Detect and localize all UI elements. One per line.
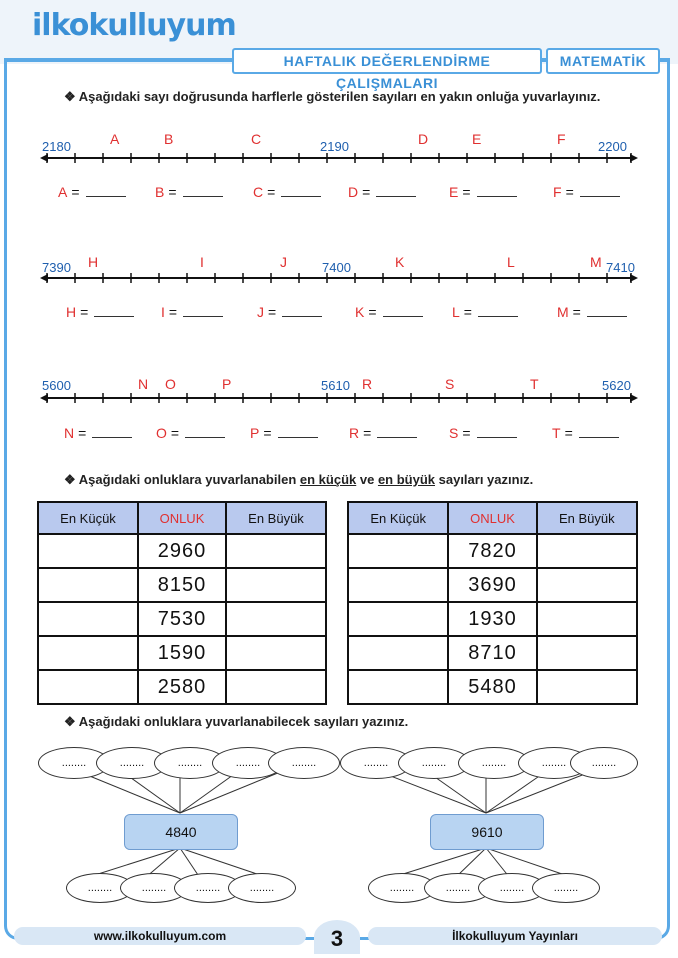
nl2-letter-h: H	[88, 254, 99, 270]
answer-s[interactable]: S =	[449, 425, 517, 441]
max-cell[interactable]	[537, 670, 637, 704]
oval-top[interactable]: ........	[458, 747, 530, 779]
oval-bottom[interactable]: ........	[424, 873, 492, 903]
max-cell[interactable]	[226, 636, 326, 670]
table-row	[348, 670, 637, 704]
instruction-3: ❖ Aşağıdaki onluklara yuvarlanabilecek sayıları yazınız.	[64, 714, 409, 729]
footer-website[interactable]: www.ilkokulluyum.com	[14, 927, 306, 945]
answer-p[interactable]: P =	[250, 425, 318, 441]
oval-bottom[interactable]: ........	[478, 873, 546, 903]
rounding-table-left	[37, 501, 327, 705]
nl3-num-3: 5620	[602, 378, 631, 393]
table-row	[348, 568, 637, 602]
oval-top[interactable]: ........	[154, 747, 226, 779]
onluk-value: 2960	[138, 534, 226, 568]
subject-label: MATEMATİK	[546, 48, 660, 74]
max-cell[interactable]	[537, 602, 637, 636]
center-value-right: 9610	[430, 814, 544, 850]
table-row	[38, 568, 326, 602]
nl2-num-2: 7400	[322, 260, 351, 275]
onluk-value: 1590	[138, 636, 226, 670]
oval-top[interactable]: ........	[518, 747, 590, 779]
answer-f[interactable]: F =	[553, 184, 620, 200]
answer-j[interactable]: J =	[257, 304, 322, 320]
oval-top[interactable]: ........	[212, 747, 284, 779]
oval-top[interactable]: ........	[340, 747, 412, 779]
nl2-letter-k: K	[395, 254, 405, 270]
nl1-letter-e: E	[472, 131, 482, 147]
table-row	[348, 602, 637, 636]
col-en-buyuk: En Büyük	[226, 502, 326, 534]
nl1-letter-a: A	[110, 131, 120, 147]
nl2-num-3: 7410	[606, 260, 635, 275]
oval-bottom[interactable]: ........	[228, 873, 296, 903]
min-cell[interactable]	[38, 534, 138, 568]
max-cell[interactable]	[537, 534, 637, 568]
footer-publisher: İlkokulluyum Yayınları	[368, 927, 662, 945]
max-cell[interactable]	[226, 568, 326, 602]
onluk-value: 8150	[138, 568, 226, 602]
answer-e[interactable]: E =	[449, 184, 517, 200]
min-cell[interactable]	[348, 602, 448, 636]
answer-r[interactable]: R =	[349, 425, 417, 441]
table-row	[38, 670, 326, 704]
nl3-letter-r: R	[362, 376, 373, 392]
oval-bottom[interactable]: ........	[120, 873, 188, 903]
oval-top[interactable]: ........	[570, 747, 638, 779]
logo: ilkokulluyum	[32, 8, 236, 43]
nl1-num-2: 2190	[320, 139, 349, 154]
nl2-letter-i: I	[200, 254, 204, 270]
oval-top[interactable]: ........	[268, 747, 340, 779]
section-title: HAFTALIK DEĞERLENDİRME ÇALIŞMALARI	[232, 48, 542, 74]
max-cell[interactable]	[226, 602, 326, 636]
table-row	[38, 602, 326, 636]
oval-bottom[interactable]: ........	[368, 873, 436, 903]
rounding-table-right	[347, 501, 638, 705]
oval-bottom[interactable]: ........	[532, 873, 600, 903]
nl1-letter-f: F	[557, 131, 566, 147]
answer-l[interactable]: L =	[452, 304, 518, 320]
answer-i[interactable]: I =	[161, 304, 223, 320]
answer-n[interactable]: N =	[64, 425, 132, 441]
nl1-num-1: 2180	[42, 139, 71, 154]
answer-t[interactable]: T =	[552, 425, 619, 441]
onluk-value: 3690	[448, 568, 536, 602]
answer-k[interactable]: K =	[355, 304, 423, 320]
onluk-value: 1930	[448, 602, 536, 636]
col-en-buyuk: En Büyük	[537, 502, 637, 534]
number-line-3	[40, 390, 640, 410]
table-row	[348, 534, 637, 568]
oval-bottom[interactable]: ........	[66, 873, 134, 903]
oval-bottom[interactable]: ........	[174, 873, 242, 903]
nl3-letter-p: P	[222, 376, 232, 392]
nl1-letter-b: B	[164, 131, 174, 147]
answer-c[interactable]: C =	[253, 184, 321, 200]
nl3-letter-s: S	[445, 376, 455, 392]
onluk-value: 8710	[448, 636, 536, 670]
nl1-letter-c: C	[251, 131, 262, 147]
table-row	[348, 636, 637, 670]
oval-top[interactable]: ........	[38, 747, 110, 779]
col-onluk: ONLUK	[448, 502, 536, 534]
min-cell[interactable]	[38, 636, 138, 670]
table-row	[38, 534, 326, 568]
answer-a[interactable]: A =	[58, 184, 126, 200]
nl2-letter-l: L	[507, 254, 515, 270]
onluk-value: 2580	[138, 670, 226, 704]
max-cell[interactable]	[537, 636, 637, 670]
nl3-letter-o: O	[165, 376, 176, 392]
table-row	[38, 636, 326, 670]
nl1-letter-d: D	[418, 131, 429, 147]
nl3-letter-n: N	[138, 376, 149, 392]
nl3-letter-t: T	[530, 376, 539, 392]
onluk-value: 7530	[138, 602, 226, 636]
nl2-letter-j: J	[280, 254, 287, 270]
col-en-kucuk: En Küçük	[38, 502, 138, 534]
instruction-2: ❖ Aşağıdaki onluklara yuvarlanabilen en küçük ve en büyük sayıları yazınız.	[64, 472, 534, 487]
onluk-value: 7820	[448, 534, 536, 568]
oval-top[interactable]: ........	[96, 747, 168, 779]
col-en-kucuk: En Küçük	[348, 502, 448, 534]
max-cell[interactable]	[226, 534, 326, 568]
min-cell[interactable]	[38, 568, 138, 602]
oval-top[interactable]: ........	[398, 747, 470, 779]
max-cell[interactable]	[226, 670, 326, 704]
answer-o[interactable]: O =	[156, 425, 225, 441]
nl1-num-3: 2200	[598, 139, 627, 154]
answer-b[interactable]: B =	[155, 184, 223, 200]
answer-m[interactable]: M =	[557, 304, 627, 320]
min-cell[interactable]	[348, 568, 448, 602]
nl2-letter-m: M	[590, 254, 602, 270]
page-number: 3	[314, 920, 360, 954]
nl2-num-1: 7390	[42, 260, 71, 275]
answer-h[interactable]: H =	[66, 304, 134, 320]
onluk-value: 5480	[448, 670, 536, 704]
min-cell[interactable]	[348, 534, 448, 568]
min-cell[interactable]	[38, 670, 138, 704]
col-onluk: ONLUK	[138, 502, 226, 534]
answer-d[interactable]: D =	[348, 184, 416, 200]
min-cell[interactable]	[348, 636, 448, 670]
nl3-num-2: 5610	[321, 378, 350, 393]
min-cell[interactable]	[38, 602, 138, 636]
nl3-num-1: 5600	[42, 378, 71, 393]
instruction-1: ❖ Aşağıdaki sayı doğrusunda harflerle gösterilen sayıları en yakın onluğa yuvarlayınız.	[64, 89, 601, 104]
min-cell[interactable]	[348, 670, 448, 704]
center-value-left: 4840	[124, 814, 238, 850]
max-cell[interactable]	[537, 568, 637, 602]
